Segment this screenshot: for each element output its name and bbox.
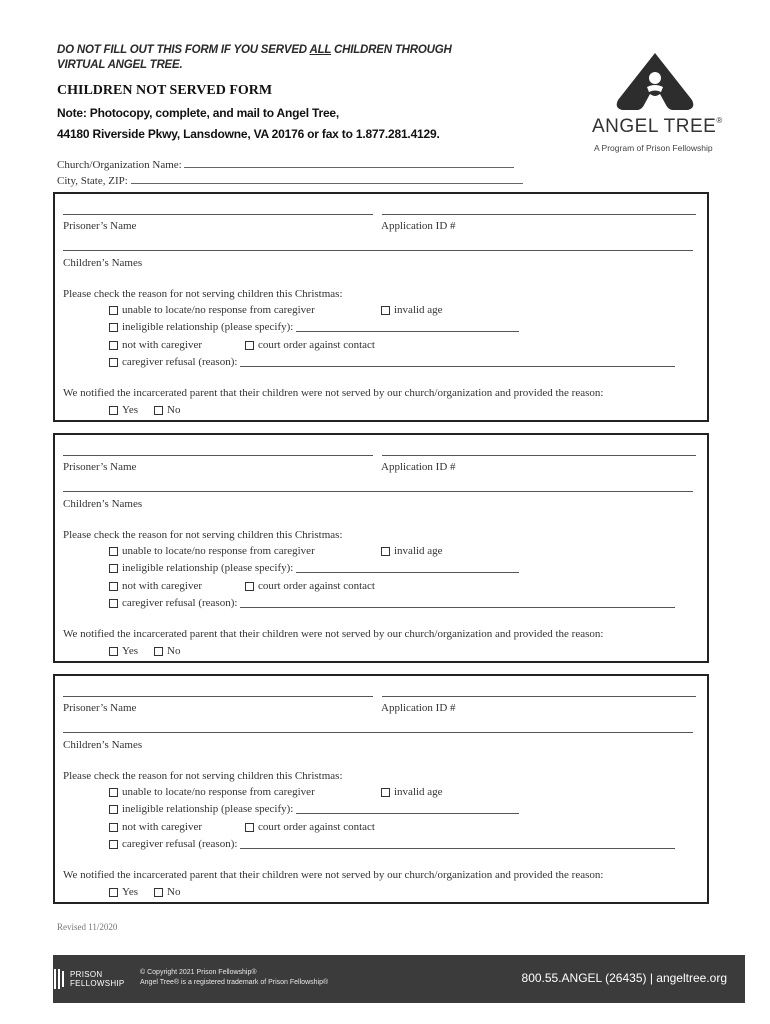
- reason-not-with-caregiver[interactable]: [109, 580, 202, 592]
- application-id-label: Application ID #: [381, 220, 456, 232]
- checkbox[interactable]: [109, 406, 118, 415]
- children-names-line[interactable]: [63, 491, 693, 492]
- refusal-reason-line[interactable]: [240, 840, 675, 849]
- checkbox[interactable]: [109, 306, 118, 315]
- reason-label: unable to locate/no response from caregiver: [122, 545, 315, 557]
- prisoner-name-line[interactable]: [63, 214, 373, 215]
- reason-caregiver-refusal[interactable]: [109, 597, 675, 609]
- reason-court-order[interactable]: [245, 580, 375, 592]
- warning-text-post: CHILDREN THROUGH: [331, 44, 452, 56]
- checkbox[interactable]: [109, 647, 118, 656]
- angel-icon: [612, 50, 698, 114]
- reason-label: not with caregiver: [122, 339, 203, 351]
- checkbox[interactable]: [109, 599, 118, 608]
- org-name-field[interactable]: [57, 158, 514, 171]
- checkbox[interactable]: [154, 888, 163, 897]
- reason-label: unable to locate/no response from caregiver: [122, 786, 315, 798]
- notified-yes[interactable]: [109, 645, 138, 657]
- checkbox[interactable]: [381, 306, 390, 315]
- yes-label: Yes: [122, 645, 139, 657]
- checkbox[interactable]: [381, 547, 390, 556]
- revised-date: Revised 11/2020: [57, 922, 118, 932]
- served-form-block: [53, 674, 709, 904]
- notified-yes[interactable]: [109, 404, 138, 416]
- reason-court-order[interactable]: [245, 339, 375, 351]
- checkbox[interactable]: [109, 805, 118, 814]
- reason-label: not with caregiver: [122, 821, 203, 833]
- yes-label: Yes: [122, 886, 139, 898]
- trademark-line: Angel Tree® is a registered trademark of Prison Fellowship®: [140, 979, 329, 986]
- footer-bar: [53, 955, 745, 1003]
- angel-tree-logo: [592, 50, 722, 160]
- reason-court-order[interactable]: [245, 821, 375, 833]
- prisoner-name-label: Prisoner’s Name: [63, 220, 137, 232]
- form-title: CHILDREN NOT SERVED FORM: [57, 83, 273, 98]
- logo-subtitle: A Program of Prison Fellowship: [594, 143, 713, 153]
- reason-label: invalid age: [394, 786, 443, 798]
- city-state-zip-label: City, State, ZIP:: [57, 175, 128, 187]
- reason-unable-to-locate[interactable]: [109, 786, 315, 798]
- application-id-label: Application ID #: [381, 461, 456, 473]
- warning-text-pre: DO NOT FILL OUT THIS FORM IF YOU SERVED: [57, 44, 310, 56]
- prisoner-name-line[interactable]: [63, 455, 373, 456]
- reason-label: invalid age: [394, 545, 443, 557]
- prisoner-name-label: Prisoner’s Name: [63, 461, 137, 473]
- reason-label: caregiver refusal (reason):: [122, 356, 238, 368]
- notified-prompt: We notified the incarcerated parent that their children were not served by our church/organization and provided the reason:: [63, 387, 604, 399]
- checkbox[interactable]: [109, 788, 118, 797]
- reason-label: caregiver refusal (reason):: [122, 597, 238, 609]
- checkbox[interactable]: [109, 823, 118, 832]
- yes-label: Yes: [122, 404, 139, 416]
- served-form-block: [53, 433, 709, 663]
- ineligible-specify-line[interactable]: [296, 323, 519, 332]
- no-label: No: [167, 645, 181, 657]
- reason-prompt: Please check the reason for not serving children this Christmas:: [63, 770, 343, 782]
- notified-yes[interactable]: [109, 886, 138, 898]
- warning-emphasis: ALL: [309, 44, 332, 56]
- checkbox[interactable]: [109, 323, 118, 332]
- application-id-line[interactable]: [382, 696, 696, 697]
- checkbox[interactable]: [109, 564, 118, 573]
- reason-ineligible-relationship[interactable]: [109, 803, 519, 815]
- checkbox[interactable]: [109, 582, 118, 591]
- reason-prompt: Please check the reason for not serving children this Christmas:: [63, 288, 343, 300]
- reason-ineligible-relationship[interactable]: [109, 321, 519, 333]
- reason-label: invalid age: [394, 304, 443, 316]
- prison-fellowship-logo: [49, 968, 139, 992]
- reason-invalid-age[interactable]: [381, 545, 443, 557]
- warning-line-2: VIRTUAL ANGEL TREE.: [57, 59, 183, 71]
- refusal-reason-line[interactable]: [240, 599, 675, 608]
- notified-no[interactable]: [154, 886, 180, 898]
- checkbox[interactable]: [109, 341, 118, 350]
- prison-fellowship-wordmark: PRISON FELLOWSHIP: [70, 970, 125, 988]
- reason-invalid-age[interactable]: [381, 304, 443, 316]
- reason-unable-to-locate[interactable]: [109, 545, 315, 557]
- reason-not-with-caregiver[interactable]: [109, 339, 202, 351]
- reason-label: caregiver refusal (reason):: [122, 838, 238, 850]
- ineligible-specify-line[interactable]: [296, 805, 519, 814]
- reason-invalid-age[interactable]: [381, 786, 443, 798]
- children-names-label: Children’s Names: [63, 498, 143, 510]
- checkbox[interactable]: [109, 888, 118, 897]
- reason-label: not with caregiver: [122, 580, 203, 592]
- checkbox[interactable]: [381, 788, 390, 797]
- no-label: No: [167, 404, 181, 416]
- reason-unable-to-locate[interactable]: [109, 304, 315, 316]
- reason-label: court order against contact: [258, 580, 375, 592]
- refusal-reason-line[interactable]: [240, 358, 675, 367]
- application-id-line[interactable]: [382, 455, 696, 456]
- reason-ineligible-relationship[interactable]: [109, 562, 519, 574]
- org-name-label: Church/Organization Name:: [57, 159, 182, 171]
- notified-prompt: We notified the incarcerated parent that their children were not served by our church/organization and provided the reason:: [63, 628, 604, 640]
- city-state-zip-field[interactable]: [57, 174, 523, 187]
- notified-prompt: We notified the incarcerated parent that their children were not served by our church/organization and provided the reason:: [63, 869, 604, 881]
- reason-label: unable to locate/no response from caregiver: [122, 304, 315, 316]
- org-name-line[interactable]: [184, 158, 514, 168]
- reason-label: ineligible relationship (please specify):: [122, 803, 294, 815]
- reason-label: ineligible relationship (please specify):: [122, 321, 294, 333]
- reason-prompt: Please check the reason for not serving children this Christmas:: [63, 529, 343, 541]
- copyright-notice: [140, 968, 328, 988]
- checkbox[interactable]: [154, 406, 163, 415]
- copyright-line: © Copyright 2021 Prison Fellowship®: [140, 969, 257, 976]
- contact-info: 800.55.ANGEL (26435) | angeltree.org: [521, 971, 727, 985]
- children-names-line[interactable]: [63, 250, 693, 251]
- application-id-line[interactable]: [382, 214, 696, 215]
- checkbox[interactable]: [245, 582, 254, 591]
- reason-caregiver-refusal[interactable]: [109, 356, 675, 368]
- prisoner-name-line[interactable]: [63, 696, 373, 697]
- children-names-label: Children’s Names: [63, 257, 143, 269]
- note-line-1: Note: Photocopy, complete, and mail to Angel Tree,: [57, 106, 340, 120]
- notified-no[interactable]: [154, 645, 180, 657]
- reason-label: court order against contact: [258, 339, 375, 351]
- ineligible-specify-line[interactable]: [296, 564, 519, 573]
- checkbox[interactable]: [109, 840, 118, 849]
- served-form-block: [53, 192, 709, 422]
- checkbox[interactable]: [109, 358, 118, 367]
- children-names-line[interactable]: [63, 732, 693, 733]
- no-label: No: [167, 886, 181, 898]
- prisoner-name-label: Prisoner’s Name: [63, 702, 137, 714]
- city-state-zip-line[interactable]: [131, 174, 523, 184]
- note-line-2: 44180 Riverside Pkwy, Lansdowne, VA 20176 or fax to 1.877.281.4129.: [57, 127, 440, 141]
- checkbox[interactable]: [109, 547, 118, 556]
- application-id-label: Application ID #: [381, 702, 456, 714]
- checkbox[interactable]: [245, 823, 254, 832]
- notified-no[interactable]: [154, 404, 180, 416]
- virtual-warning: [57, 43, 527, 73]
- logo-wordmark: ANGEL TREE®: [592, 116, 723, 137]
- children-names-label: Children’s Names: [63, 739, 143, 751]
- reason-caregiver-refusal[interactable]: [109, 838, 675, 850]
- reason-label: ineligible relationship (please specify):: [122, 562, 294, 574]
- checkbox[interactable]: [154, 647, 163, 656]
- reason-not-with-caregiver[interactable]: [109, 821, 202, 833]
- reason-label: court order against contact: [258, 821, 375, 833]
- mailing-note: [57, 103, 527, 145]
- prison-fellowship-icon: [49, 968, 67, 990]
- checkbox[interactable]: [245, 341, 254, 350]
